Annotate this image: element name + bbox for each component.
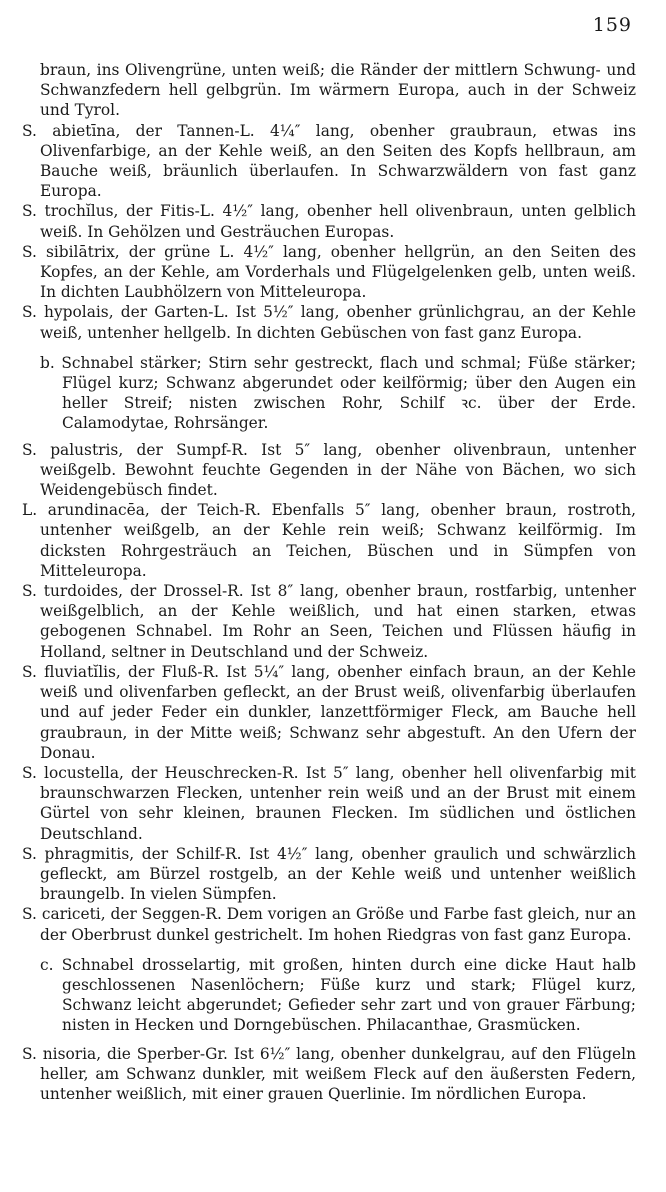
species-entry-abietina: S. abietīna, der Tannen-L. 4¼″ lang, obenher graubraun, etwas ins Olivenfarbige, an der Kehle weiß, an den Seiten des Kopfs hellbraun, am Bauche weiß, bräunlich überlaufen. In Schwarzwäldern von fast ganz Europa. — [22, 121, 636, 201]
species-entry-arundinacea: L. arundinacēa, der Teich-R. Ebenfalls 5″ lang, obenher braun, rostroth, untenher weißgelb, an der Kehle rein weiß; Schwanz keilförmig. Im dicksten Rohrgesträuch an Teichen, Büschen und in Sümpfen von Mitteleuropa. — [22, 501, 636, 580]
species-entry-cariceti: S. cariceti, der Seggen-R. Dem vorigen an Größe und Farbe fast gleich, nur an der Oberbrust dunkel gestrichelt. Im hohen Riedgras von fast ganz Europa. — [22, 905, 636, 944]
page-number: 159 — [592, 14, 632, 36]
section-b-calamodytae: b. Schnabel stärker; Stirn sehr gestreckt, flach und schmal; Füße stärker; Flügel kurz; Schwanz abgerundet oder keilförmig; über den Augen ein heller Streif; nisten zwischen Rohr, Schilf ꝛc. über der Erde. Calamodytae, Rohrsänger. — [40, 353, 636, 433]
species-entry-fluviatilis: S. fluviatĭlis, der Fluß-R. Ist 5¼″ lang, obenher einfach braun, an der Kehle weiß und olivenfarben gefleckt, an der Brust weiß, olivenfarbig überlaufen und auf jeder Feder ein dunkler, lanzettförmiger Fleck, am Bauche hell graubraun, in der Mitte weiß; Schwanz sehr abgestuft. An den Ufern der Donau. — [22, 662, 636, 762]
paragraph-continuation: braun, ins Olivengrüne, unten weiß; die Ränder der mittlern Schwung- und Schwanzfedern hell gelbgrün. Im wärmern Europa, auch in der Schweiz und Tyrol. — [40, 61, 636, 120]
species-entry-turdoides: S. turdoides, der Drossel-R. Ist 8″ lang, obenher braun, rostfarbig, untenher weißgelblich, an der Kehle weißlich, und hat einen starken, etwas gebogenen Schnabel. Im Rohr an Seen, Teichen und Flüssen häufig in Holland, seltner in Deutschland und der Schweiz. — [22, 582, 636, 661]
species-entry-palustris: S. palustris, der Sumpf-R. Ist 5″ lang, obenher olivenbraun, untenher weißgelb. Bewohnt feuchte Gegenden in der Nähe von Bächen, wo sich Weidengebüsch findet. — [22, 440, 636, 500]
species-entry-nisoria: S. nisoria, die Sperber-Gr. Ist 6½″ lang, obenher dunkelgrau, auf den Flügeln heller, am Schwanz dunkler, mit weißem Fleck auf den äußersten Federn, untenher weißlich, mit einer grauen Querlinie. Im nördlichen Europa. — [22, 1044, 636, 1103]
species-entry-hypolais: S. hypolais, der Garten-L. Ist 5½″ lang, obenher grünlichgrau, an der Kehle weiß, untenher hellgelb. In dichten Gebüschen von fast ganz Europa. — [22, 303, 636, 342]
species-entry-locustella: S. locustella, der Heuschrecken-R. Ist 5″ lang, obenher hell olivenfarbig mit braunschwarzen Flecken, untenher rein weiß und an der Brust mit einem Gürtel von sehr kleinen, braunen Flecken. Im südlichen und östlichen Deutschland. — [22, 763, 636, 843]
species-entry-sibilatrix: S. sibilātrix, der grüne L. 4½″ lang, obenher hellgrün, an den Seiten des Kopfes, an der Kehle, am Vorderhals und Flügelgelenken gelb, unten weiß. In dichten Laubhölzern von Mitteleuropa. — [22, 242, 636, 302]
species-entry-phragmitis: S. phragmitis, der Schilf-R. Ist 4½″ lang, obenher graulich und schwärzlich gefleckt, am Bürzel rostgelb, an der Kehle weiß und untenher weißlich braungelb. In vielen Sümpfen. — [22, 844, 636, 904]
section-c-philacanthae: c. Schnabel drosselartig, mit großen, hinten durch eine dicke Haut halb geschlossenen Nasenlöchern; Füße kurz und stark; Flügel kurz, Schwanz leicht abgerundet; Gefieder sehr zart und von grauer Färbung; nisten in Hecken und Dorngebüschen. Philacanthae, Grasmücken. — [40, 955, 636, 1035]
species-entry-trochilus: S. trochĭlus, der Fitis-L. 4½″ lang, obenher hell olivenbraun, unten gelblich weiß. In Gehölzen und Gesträuchen Europas. — [22, 202, 636, 241]
body-text — [22, 60, 636, 1104]
